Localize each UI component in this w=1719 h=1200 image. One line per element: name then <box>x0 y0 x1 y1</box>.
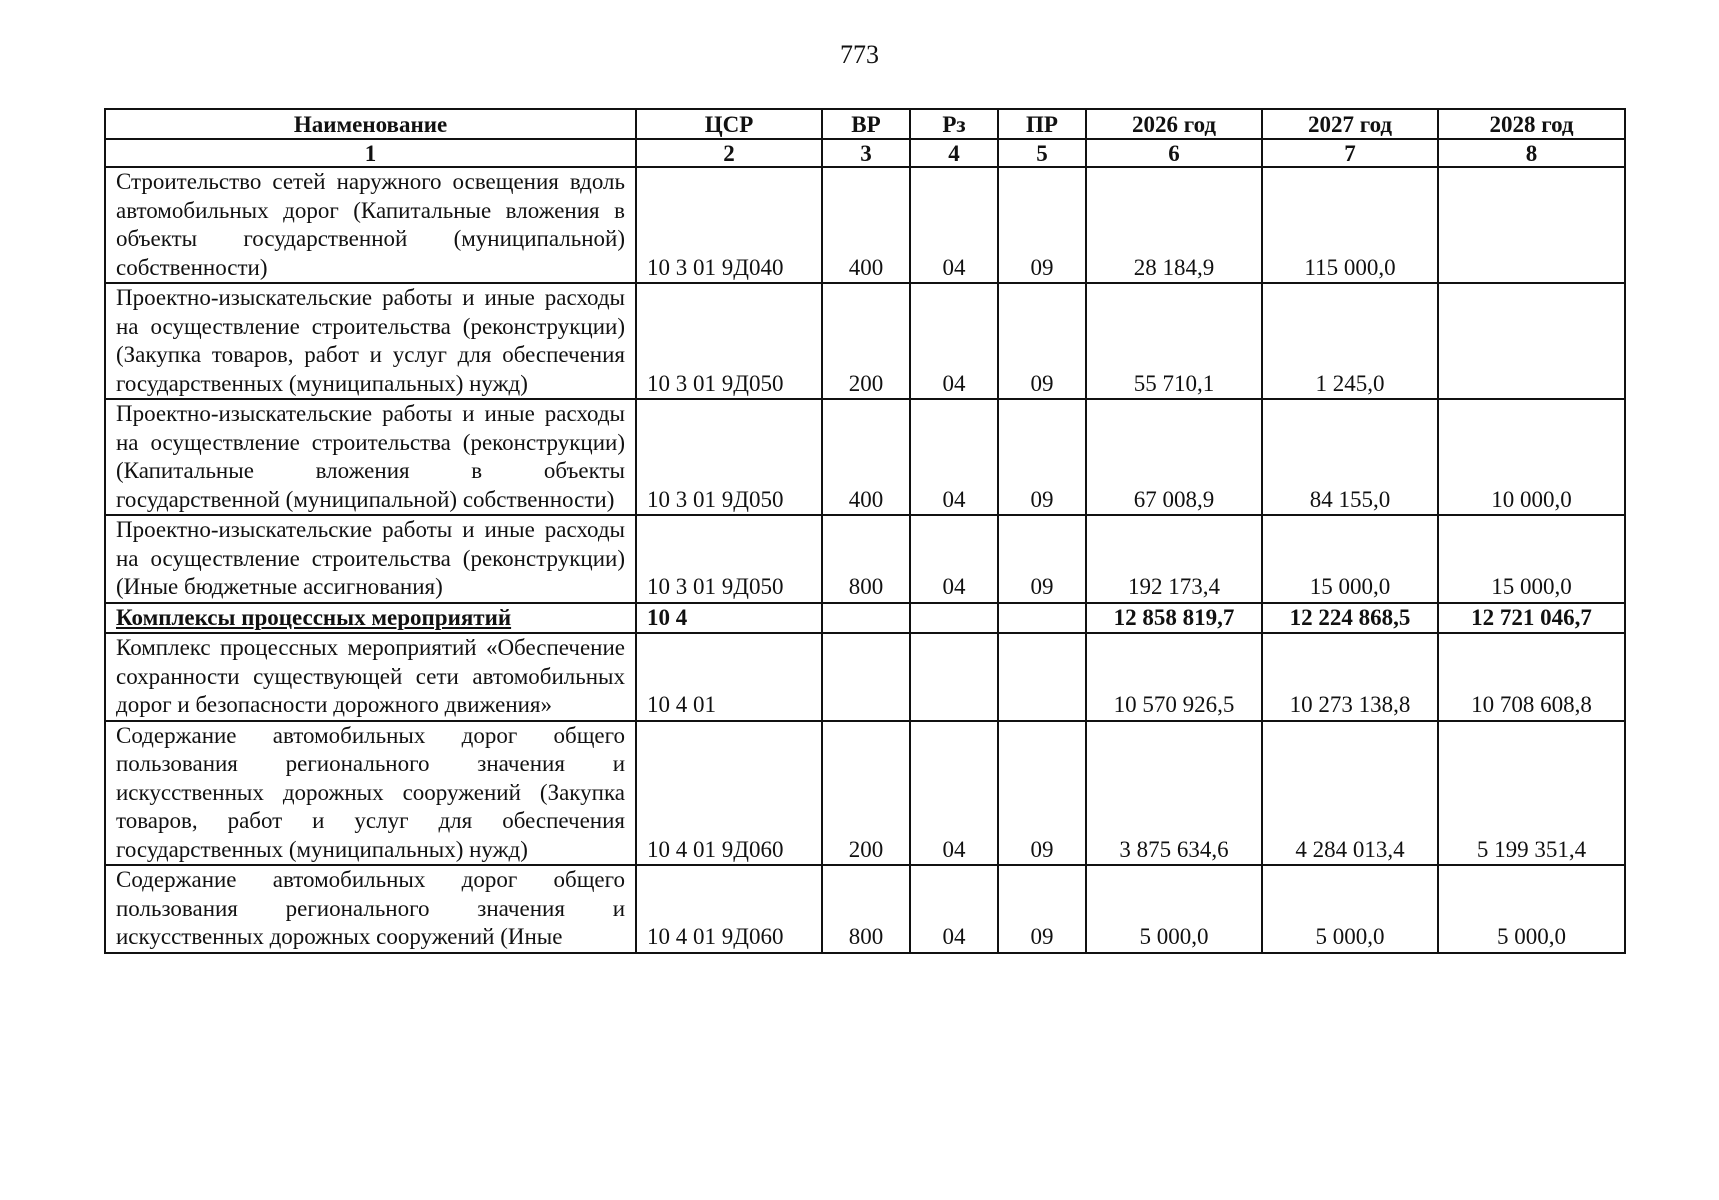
cell-rz: 04 <box>910 721 998 866</box>
cell-pr: 09 <box>998 167 1086 283</box>
cell-pr: 09 <box>998 283 1086 399</box>
cell-2027: 4 284 013,4 <box>1262 721 1438 866</box>
cell-2027: 84 155,0 <box>1262 399 1438 515</box>
cell-csr: 10 3 01 9Д050 <box>636 515 822 603</box>
cell-pr: 09 <box>998 865 1086 953</box>
cell-2026: 5 000,0 <box>1086 865 1262 953</box>
table-row <box>105 283 1625 399</box>
cell-vr: 200 <box>822 283 910 399</box>
cell-2026: 10 570 926,5 <box>1086 633 1262 721</box>
column-number: 4 <box>910 139 998 167</box>
table-row <box>105 399 1625 515</box>
cell-csr: 10 3 01 9Д040 <box>636 167 822 283</box>
cell-2028: 15 000,0 <box>1438 515 1625 603</box>
cell-2028: 10 000,0 <box>1438 399 1625 515</box>
cell-rz: 04 <box>910 399 998 515</box>
column-number: 7 <box>1262 139 1438 167</box>
header-name: Наименование <box>105 109 636 139</box>
cell-vr <box>822 603 910 634</box>
cell-vr: 800 <box>822 865 910 953</box>
cell-name: Проектно-изыскательские работы и иные расходы на осуществление строительства (реконструкции) (Закупка товаров, работ и услуг для обеспечения государственных (муниципальных) нужд) <box>105 283 636 399</box>
cell-2028 <box>1438 283 1625 399</box>
cell-vr: 200 <box>822 721 910 866</box>
cell-2027: 15 000,0 <box>1262 515 1438 603</box>
column-number: 1 <box>105 139 636 167</box>
table-row <box>105 515 1625 603</box>
table-row <box>105 603 1625 634</box>
cell-2027: 1 245,0 <box>1262 283 1438 399</box>
cell-name: Комплекс процессных мероприятий «Обеспечение сохранности существующей сети автомобильных дорог и безопасности дорожного движения» <box>105 633 636 721</box>
table-row <box>105 865 1625 953</box>
table-row <box>105 721 1625 866</box>
cell-2028: 5 199 351,4 <box>1438 721 1625 866</box>
cell-csr: 10 4 01 9Д060 <box>636 865 822 953</box>
cell-2028 <box>1438 167 1625 283</box>
cell-rz: 04 <box>910 167 998 283</box>
budget-table <box>104 108 1626 954</box>
cell-2027: 5 000,0 <box>1262 865 1438 953</box>
table-body <box>105 167 1625 953</box>
header-2027: 2027 год <box>1262 109 1438 139</box>
cell-name: Комплексы процессных мероприятий <box>105 603 636 634</box>
header-row <box>105 109 1625 139</box>
cell-rz <box>910 633 998 721</box>
cell-name: Строительство сетей наружного освещения вдоль автомобильных дорог (Капитальные вложения в объекты государственной (муниципальной) собственности) <box>105 167 636 283</box>
cell-name: Содержание автомобильных дорог общего пользования регионального значения и искусственных дорожных сооружений (Иные <box>105 865 636 953</box>
cell-rz: 04 <box>910 515 998 603</box>
header-2026: 2026 год <box>1086 109 1262 139</box>
cell-2026: 55 710,1 <box>1086 283 1262 399</box>
page-number: 773 <box>840 40 879 69</box>
column-number-row <box>105 139 1625 167</box>
cell-name: Проектно-изыскательские работы и иные расходы на осуществление строительства (реконструкции) (Иные бюджетные ассигнования) <box>105 515 636 603</box>
cell-pr: 09 <box>998 515 1086 603</box>
cell-csr: 10 4 <box>636 603 822 634</box>
cell-name: Содержание автомобильных дорог общего пользования регионального значения и искусственных дорожных сооружений (Закупка товаров, работ и услуг для обеспечения государственных (муниципальных) нужд) <box>105 721 636 866</box>
table-row <box>105 633 1625 721</box>
cell-pr: 09 <box>998 721 1086 866</box>
cell-vr <box>822 633 910 721</box>
column-number: 3 <box>822 139 910 167</box>
cell-2026: 67 008,9 <box>1086 399 1262 515</box>
table-row <box>105 167 1625 283</box>
cell-pr <box>998 603 1086 634</box>
cell-2026: 28 184,9 <box>1086 167 1262 283</box>
cell-name: Проектно-изыскательские работы и иные расходы на осуществление строительства (реконструкции) (Капитальные вложения в объекты государственной (муниципальной) собственности) <box>105 399 636 515</box>
cell-pr: 09 <box>998 399 1086 515</box>
column-number: 6 <box>1086 139 1262 167</box>
cell-csr: 10 3 01 9Д050 <box>636 399 822 515</box>
cell-rz <box>910 603 998 634</box>
cell-2027: 115 000,0 <box>1262 167 1438 283</box>
column-number: 8 <box>1438 139 1625 167</box>
cell-2026: 12 858 819,7 <box>1086 603 1262 634</box>
header-vr: ВР <box>822 109 910 139</box>
column-number: 2 <box>636 139 822 167</box>
cell-2026: 3 875 634,6 <box>1086 721 1262 866</box>
cell-2027: 10 273 138,8 <box>1262 633 1438 721</box>
cell-vr: 400 <box>822 167 910 283</box>
cell-pr <box>998 633 1086 721</box>
cell-vr: 800 <box>822 515 910 603</box>
cell-2028: 5 000,0 <box>1438 865 1625 953</box>
cell-csr: 10 4 01 9Д060 <box>636 721 822 866</box>
cell-2028: 12 721 046,7 <box>1438 603 1625 634</box>
header-csr: ЦСР <box>636 109 822 139</box>
cell-2026: 192 173,4 <box>1086 515 1262 603</box>
cell-vr: 400 <box>822 399 910 515</box>
cell-rz: 04 <box>910 283 998 399</box>
header-2028: 2028 год <box>1438 109 1625 139</box>
cell-2027: 12 224 868,5 <box>1262 603 1438 634</box>
cell-2028: 10 708 608,8 <box>1438 633 1625 721</box>
cell-csr: 10 3 01 9Д050 <box>636 283 822 399</box>
header-rz: Рз <box>910 109 998 139</box>
cell-rz: 04 <box>910 865 998 953</box>
column-number: 5 <box>998 139 1086 167</box>
header-pr: ПР <box>998 109 1086 139</box>
cell-csr: 10 4 01 <box>636 633 822 721</box>
